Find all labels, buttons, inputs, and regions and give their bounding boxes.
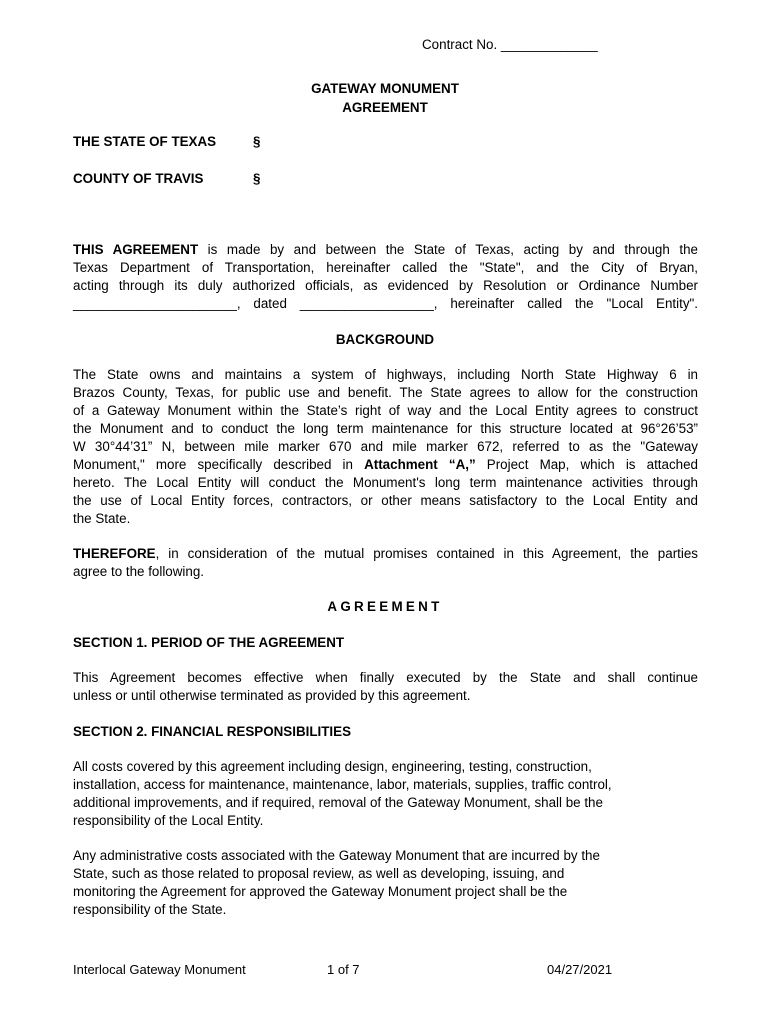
- section-1-line: This Agreement becomes effective when finally executed by the State and shall continue: [73, 670, 698, 685]
- section-2-line: State, such as those related to proposal review, as well as developing, issuing, and: [73, 866, 565, 881]
- background-line: W 30°44’31” N, between mile marker 670 and mile marker 672, referred to as the "Gateway: [73, 439, 698, 454]
- resolution-date-blank: __________________: [299, 296, 434, 311]
- therefore-paragraph: [73, 545, 698, 581]
- section-2-line: Any administrative costs associated with the Gateway Monument that are incurred by the: [73, 848, 600, 863]
- section-symbol-state: §: [253, 134, 261, 149]
- caption-state-label: THE STATE OF TEXAS: [73, 134, 217, 149]
- agreement-heading: AGREEMENT: [327, 599, 443, 614]
- section-2-paragraph-1: [73, 758, 673, 830]
- section-2-line: installation, access for maintenance, maintenance, labor, materials, supplies, traffic control,: [73, 777, 612, 792]
- section-1-heading: SECTION 1. PERIOD OF THE AGREEMENT: [73, 635, 345, 650]
- background-line: hereto. The Local Entity will conduct the Monument's long term maintenance activities through: [73, 475, 698, 490]
- section-2-paragraph-2: [73, 847, 673, 919]
- intro-line-1: THIS AGREEMENT is made by and between the State of Texas, acting by and through the: [73, 242, 698, 257]
- background-line: the use of Local Entity forces, contractors, or other means satisfactory to the Local Entity and: [73, 493, 698, 508]
- background-line: the State.: [73, 511, 131, 526]
- section-2-line: All costs covered by this agreement including design, engineering, testing, construction,: [73, 759, 592, 774]
- intro-line-2: Texas Department of Transportation, hereinafter called the "State", and the City of Bryan,: [73, 260, 698, 275]
- therefore-line-1: THEREFORE, in consideration of the mutual promises contained in this Agreement, the parties: [73, 546, 698, 561]
- document-title-line-2: AGREEMENT: [342, 100, 428, 115]
- background-line: of a Gateway Monument within the State’s right of way and the Local Entity agrees to construct: [73, 403, 698, 418]
- therefore-lead: THEREFORE: [73, 546, 156, 561]
- footer-document-name: Interlocal Gateway Monument: [73, 962, 246, 977]
- attachment-reference: Attachment “A,”: [364, 457, 476, 472]
- background-line: Monument," more specifically described in Attachment “A,” Project Map, which is attached: [73, 457, 698, 472]
- section-2-heading: SECTION 2. FINANCIAL RESPONSIBILITIES: [73, 724, 352, 739]
- intro-lead: THIS AGREEMENT: [73, 242, 199, 257]
- document-title-line-1: GATEWAY MONUMENT: [311, 81, 459, 96]
- section-2-line: additional improvements, and if required, removal of the Gateway Monument, shall be the: [73, 795, 603, 810]
- footer-date: 04/27/2021: [547, 962, 613, 977]
- section-2-line: monitoring the Agreement for approved the Gateway Monument project shall be the: [73, 884, 568, 899]
- section-1-line: unless or until otherwise terminated as provided by this agreement.: [73, 688, 471, 703]
- footer-page-number: 1 of 7: [327, 962, 360, 977]
- section-symbol-county: §: [253, 171, 261, 186]
- background-paragraph: [73, 366, 698, 528]
- intro-line-4: ______________________, dated __________________, hereinafter called the "Local Entity".: [73, 296, 699, 311]
- section-2-line: responsibility of the Local Entity.: [73, 813, 264, 828]
- intro-line-3: acting through its duly authorized officials, as evidenced by Resolution or Ordinance Number: [73, 278, 698, 293]
- background-line: the Monument and to conduct the long term maintenance for this structure located at 96°26’53”: [73, 421, 698, 436]
- contract-number: Contract No. _____________: [422, 37, 598, 52]
- caption-county-label: COUNTY OF TRAVIS: [73, 171, 204, 186]
- background-heading: BACKGROUND: [335, 332, 435, 347]
- resolution-number-blank: ______________________: [73, 296, 237, 311]
- intro-paragraph: [73, 241, 698, 313]
- background-line: The State owns and maintains a system of highways, including North State Highway 6 in: [73, 367, 698, 382]
- background-line: Brazos County, Texas, for public use and benefit. The State agrees to allow for the construction: [73, 385, 698, 400]
- section-1-paragraph: [73, 669, 698, 705]
- therefore-line-2: agree to the following.: [73, 564, 205, 579]
- section-2-line: responsibility of the State.: [73, 902, 227, 917]
